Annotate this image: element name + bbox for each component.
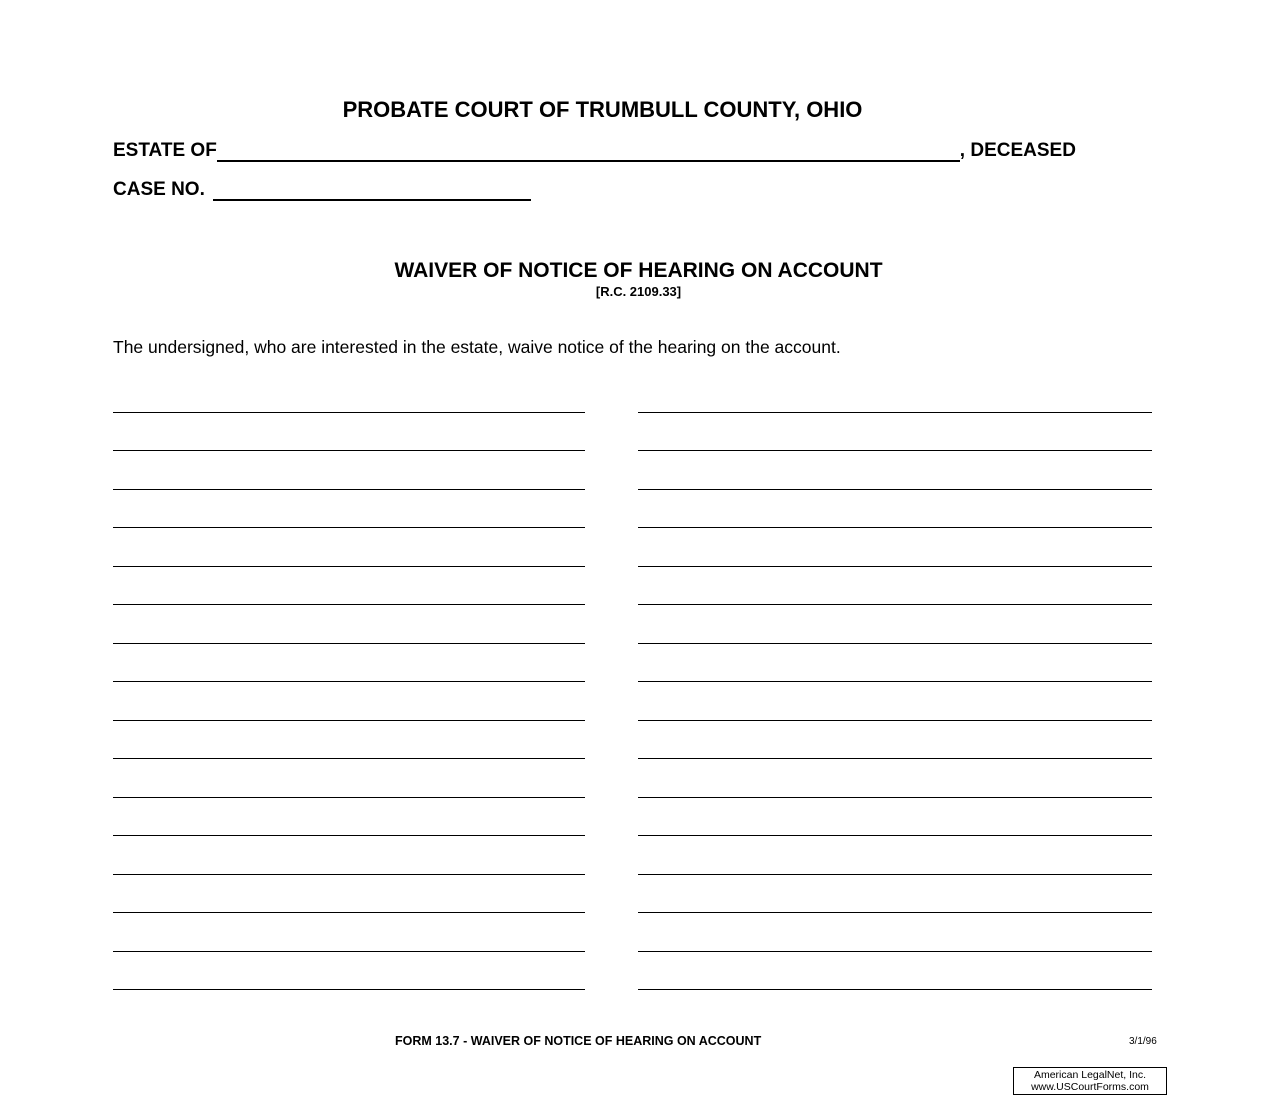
deceased-label: , DECEASED (959, 140, 1076, 161)
signature-line-left[interactable] (113, 643, 585, 644)
signature-line-left[interactable] (113, 874, 585, 875)
form-date: 3/1/96 (1129, 1036, 1157, 1047)
signature-line-right[interactable] (638, 874, 1152, 875)
signature-line-right[interactable] (638, 758, 1152, 759)
case-row (113, 179, 531, 201)
publisher-name: American LegalNet, Inc. (1033, 1069, 1147, 1081)
statute-citation: [R.C. 2109.33] (595, 284, 682, 299)
signature-line-right[interactable] (638, 989, 1152, 990)
publisher-box (1013, 1067, 1167, 1095)
waiver-statement: The undersigned, who are interested in the estate, waive notice of the hearing on the account. (113, 337, 841, 357)
signature-line-left[interactable] (113, 412, 585, 413)
publisher-url: www.USCourtForms.com (1031, 1081, 1149, 1093)
signature-line-right[interactable] (638, 643, 1152, 644)
case-label: CASE NO. (113, 179, 205, 200)
signature-line-left[interactable] (113, 912, 585, 913)
court-heading: PROBATE COURT OF TRUMBULL COUNTY, OHIO (342, 97, 863, 122)
signature-line-left[interactable] (113, 527, 585, 528)
signature-line-right[interactable] (638, 604, 1152, 605)
signature-line-left[interactable] (113, 758, 585, 759)
signature-line-left[interactable] (113, 797, 585, 798)
signature-line-right[interactable] (638, 681, 1152, 682)
signature-line-right[interactable] (638, 912, 1152, 913)
signature-line-left[interactable] (113, 566, 585, 567)
signature-line-right[interactable] (638, 489, 1152, 490)
estate-row (113, 140, 1076, 162)
signature-line-left[interactable] (113, 835, 585, 836)
signature-line-left[interactable] (113, 681, 585, 682)
form-footer-label: FORM 13.7 - WAIVER OF NOTICE OF HEARING ON ACCOUNT (395, 1034, 762, 1048)
signature-line-left[interactable] (113, 489, 585, 490)
estate-name-field[interactable] (217, 142, 960, 162)
signature-line-left[interactable] (113, 604, 585, 605)
signature-line-right[interactable] (638, 835, 1152, 836)
signature-line-right[interactable] (638, 527, 1152, 528)
signature-line-left[interactable] (113, 989, 585, 990)
signature-line-right[interactable] (638, 797, 1152, 798)
case-number-field[interactable] (213, 181, 531, 201)
signature-line-right[interactable] (638, 412, 1152, 413)
estate-label: ESTATE OF (113, 140, 217, 161)
signature-line-right[interactable] (638, 951, 1152, 952)
signature-line-right[interactable] (638, 450, 1152, 451)
signature-line-right[interactable] (638, 720, 1152, 721)
signature-line-left[interactable] (113, 450, 585, 451)
signature-line-right[interactable] (638, 566, 1152, 567)
signature-line-left[interactable] (113, 720, 585, 721)
signature-line-left[interactable] (113, 951, 585, 952)
form-title: WAIVER OF NOTICE OF HEARING ON ACCOUNT (394, 259, 883, 282)
